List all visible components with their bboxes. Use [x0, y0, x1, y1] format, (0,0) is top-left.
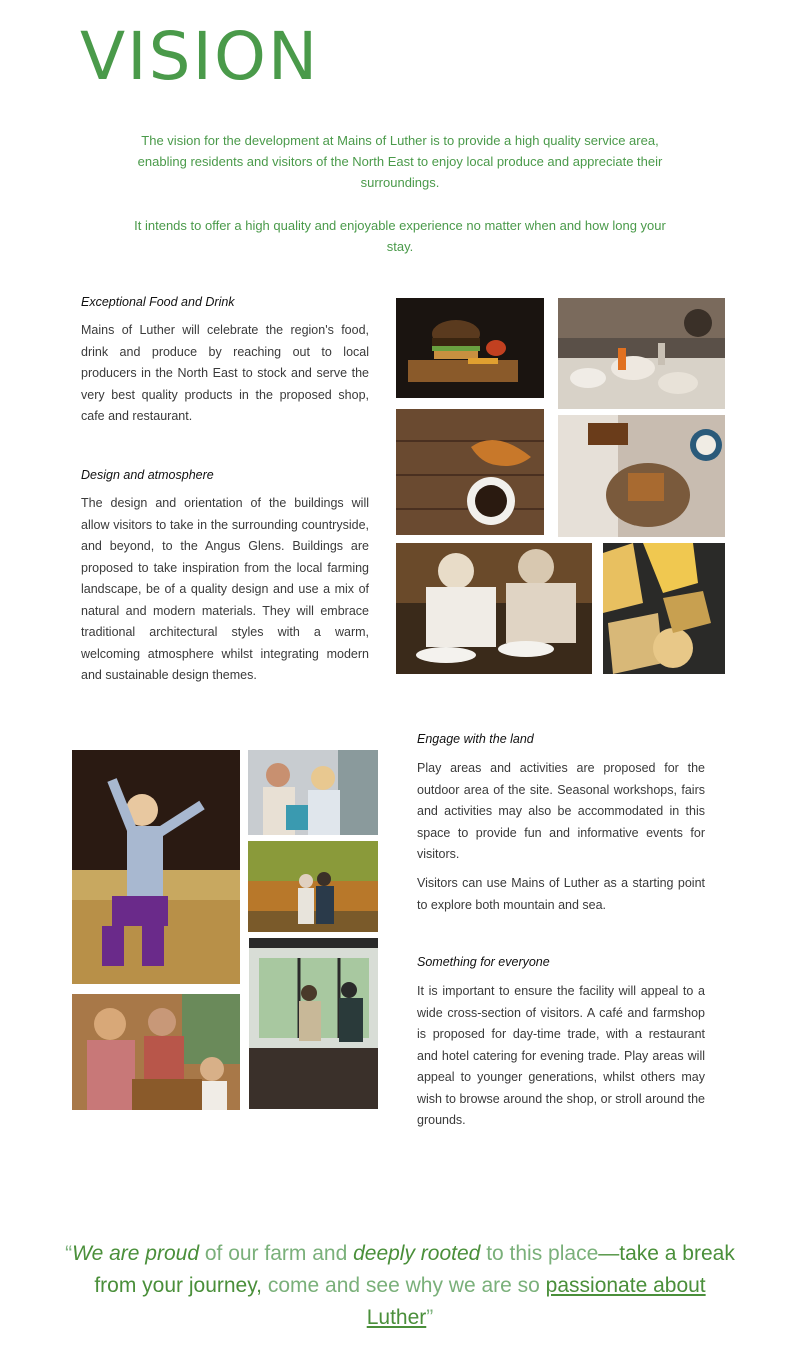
cake-coffee-photo [558, 415, 725, 537]
land-heading: Engage with the land [417, 732, 534, 746]
quote-part-6: come and see why we are so [262, 1274, 546, 1297]
food-body: Mains of Luther will celebrate the region's food, drink and produce by reaching out to local producers in the North East to stock and serve the very best quality products in the proposed shop, cafe and restaurant. [81, 323, 369, 423]
quote-open-mark: “ [65, 1242, 73, 1265]
everyone-body: It is important to ensure the facility will appeal to a wide cross-section of visitors. A café and farmshop is proposed for day-time trade, with a restaurant and hotel catering for evening trade. Play areas will appeal to younger generations, whilst others may wish to browse around the shop, or stroll around the grounds. [417, 984, 705, 1127]
shopping-friends-photo [248, 750, 378, 835]
land-body-1: Play areas and activities are proposed for the outdoor area of the site. Seasonal workshops, fairs and activities may also be accommodated in this space to provide fun and informative events for visitors. [417, 761, 705, 861]
elderly-couple-coffee-photo [396, 543, 592, 674]
quote-close-mark: ” [426, 1306, 434, 1329]
family-bakery-photo [72, 994, 240, 1110]
quote-part-5: —take a break from your journey, [94, 1242, 735, 1297]
quote-part-7: passionate about Luther [366, 1274, 706, 1329]
croissant-coffee-photo [396, 409, 544, 535]
design-heading: Design and atmosphere [81, 468, 214, 482]
food-heading: Exceptional Food and Drink [81, 295, 235, 309]
page-title: VISION [80, 18, 320, 95]
cafe-table-photo [558, 298, 725, 409]
quote-part-1: We are proud [72, 1242, 200, 1265]
cheese-board-photo [603, 543, 725, 674]
quote-part-4: to this place [480, 1242, 599, 1265]
burger-photo [396, 298, 544, 398]
intro-paragraph-2: It intends to offer a high quality and enjoyable experience no matter when and how long your stay. [134, 218, 666, 254]
cafe-window-photo [249, 938, 378, 1109]
autumn-walk-photo [248, 841, 378, 932]
everyone-heading: Something for everyone [417, 955, 550, 969]
quote-part-2: of our farm and [199, 1242, 354, 1265]
land-body-2: Visitors can use Mains of Luther as a starting point to explore both mountain and sea. [417, 876, 705, 912]
child-hay-bale-photo [72, 750, 240, 984]
intro-paragraph-1: The vision for the development at Mains of Luther is to provide a high quality service area, enabling residents and visitors of the North East to enjoy local produce and appreciate their surroundings. [137, 133, 663, 190]
closing-quote [60, 1238, 740, 1334]
design-body: The design and orientation of the buildings will allow visitors to take in the surrounding countryside, and beyond, to the Angus Glens. Buildings are proposed to take inspiration from the local farming landscape, be of a quality design and use a mix of natural and modern materials. They will embrace traditional architectural styles with a warm, welcoming atmosphere whilst integrating modern and sustainable design themes. [81, 496, 369, 682]
quote-part-3: deeply rooted [353, 1242, 481, 1265]
